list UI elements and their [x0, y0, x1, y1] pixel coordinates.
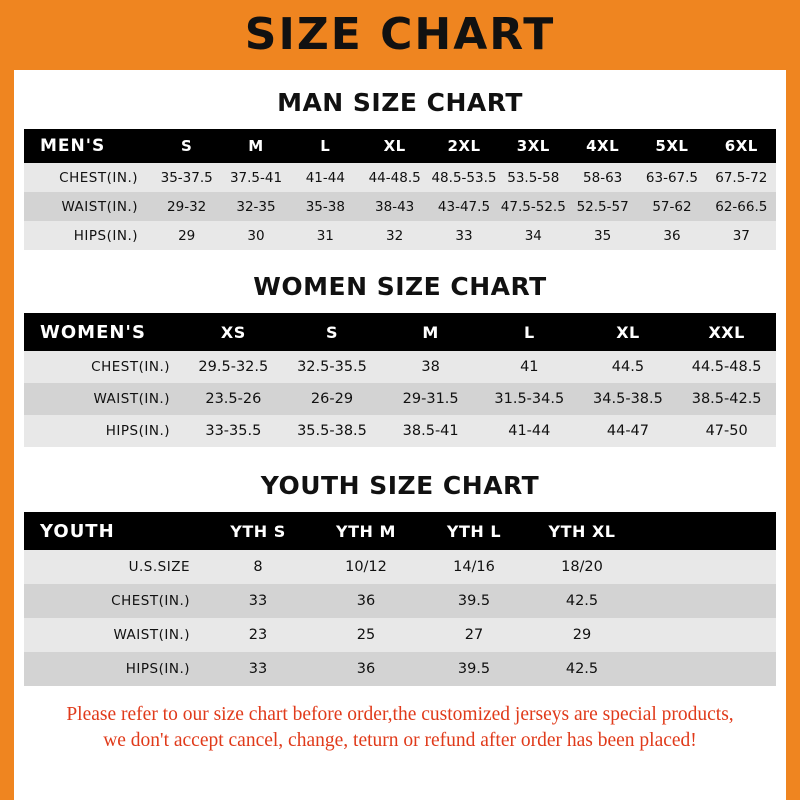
column-header: 6XL: [724, 137, 758, 155]
column-header: 3XL: [516, 137, 550, 155]
row-label: HIPS(IN.): [24, 221, 152, 250]
row-label: CHEST(IN.): [24, 351, 184, 383]
cell: 58-63: [568, 163, 637, 192]
column-header: XL: [616, 322, 640, 342]
row-label: CHEST(IN.): [24, 584, 204, 618]
women-size-table: [24, 313, 776, 447]
cell: 63-67.5: [637, 163, 706, 192]
youth-size-table: [24, 512, 776, 686]
column-header: XS: [220, 322, 246, 342]
cell: 23.5-26: [184, 383, 283, 415]
column-header: 2XL: [447, 137, 481, 155]
cell: 34: [499, 221, 568, 250]
row-label: HIPS(IN.): [24, 652, 204, 686]
cell: 35-37.5: [152, 163, 221, 192]
table-row: [24, 652, 776, 686]
column-header: MEN'S: [40, 136, 106, 156]
cell: 44.5: [579, 351, 678, 383]
cell: 62-66.5: [707, 192, 776, 221]
footer-note: [38, 702, 762, 755]
women-section-title: WOMEN SIZE CHART: [253, 272, 547, 301]
cell: 31.5-34.5: [480, 383, 579, 415]
cell: 43-47.5: [429, 192, 498, 221]
cell: 23: [204, 618, 312, 652]
cell: 41: [480, 351, 579, 383]
table-header-row: [24, 512, 776, 550]
cell: 39.5: [420, 652, 528, 686]
table-row: [24, 415, 776, 447]
cell: 57-62: [637, 192, 706, 221]
cell: 8: [204, 550, 312, 584]
cell: 29-31.5: [381, 383, 480, 415]
footer-note-line-2: we don't accept cancel, change, teturn or refund after order has been placed!: [103, 730, 697, 752]
table-row: [24, 618, 776, 652]
banner: [14, 0, 786, 70]
cell: 32-35: [221, 192, 290, 221]
cell: 29: [152, 221, 221, 250]
cell: 10/12: [312, 550, 420, 584]
column-header: YTH S: [230, 521, 286, 541]
table-row: [24, 163, 776, 192]
column-header: M: [248, 137, 264, 155]
cell: 47-50: [677, 415, 776, 447]
cell: 42.5: [528, 652, 636, 686]
table-header-row: [24, 129, 776, 163]
cell: 26-29: [283, 383, 382, 415]
cell: 41-44: [480, 415, 579, 447]
cell: 44.5-48.5: [677, 351, 776, 383]
cell: 29: [528, 618, 636, 652]
cell: 44-48.5: [360, 163, 429, 192]
cell: 35-38: [291, 192, 360, 221]
table-row: [24, 192, 776, 221]
table-row: [24, 550, 776, 584]
row-label: WAIST(IN.): [24, 383, 184, 415]
column-header: XXL: [708, 322, 745, 342]
table-header-row: [24, 313, 776, 351]
column-header: L: [320, 137, 331, 155]
cell: 38.5-42.5: [677, 383, 776, 415]
row-label: WAIST(IN.): [24, 192, 152, 221]
table-row: [24, 584, 776, 618]
cell: 30: [221, 221, 290, 250]
column-header: M: [422, 322, 439, 342]
column-header: S: [181, 137, 193, 155]
cell: 35: [568, 221, 637, 250]
cell: 36: [312, 652, 420, 686]
cell: 25: [312, 618, 420, 652]
cell: 36: [312, 584, 420, 618]
cell: 34.5-38.5: [579, 383, 678, 415]
content: [14, 70, 786, 800]
page-title: SIZE CHART: [244, 9, 556, 60]
cell: 67.5-72: [707, 163, 776, 192]
column-header: YTH L: [446, 521, 502, 541]
footer-note-line-1: Please refer to our size chart before order,the customized jerseys are special products,: [66, 704, 734, 725]
cell: 38: [381, 351, 480, 383]
cell: 47.5-52.5: [499, 192, 568, 221]
column-header: WOMEN'S: [40, 321, 146, 343]
cell-spacer: [636, 618, 776, 652]
man-section-title: MAN SIZE CHART: [277, 88, 523, 117]
man-size-table: [24, 129, 776, 250]
cell: 38-43: [360, 192, 429, 221]
table-row: [24, 383, 776, 415]
cell: 33: [204, 652, 312, 686]
cell: 29.5-32.5: [184, 351, 283, 383]
cell: 32: [360, 221, 429, 250]
cell: 29-32: [152, 192, 221, 221]
column-header: XL: [383, 137, 406, 155]
cell: 48.5-53.5: [429, 163, 498, 192]
row-label: U.S.SIZE: [24, 550, 204, 584]
cell: 39.5: [420, 584, 528, 618]
cell: 44-47: [579, 415, 678, 447]
column-header: S: [325, 322, 338, 342]
cell: 37.5-41: [221, 163, 290, 192]
table-row: [24, 221, 776, 250]
youth-section-title: YOUTH SIZE CHART: [260, 471, 540, 500]
cell: 42.5: [528, 584, 636, 618]
cell: 36: [637, 221, 706, 250]
cell: 38.5-41: [381, 415, 480, 447]
column-header: YTH XL: [548, 521, 616, 541]
cell: 32.5-35.5: [283, 351, 382, 383]
column-header: 5XL: [655, 137, 689, 155]
row-label: WAIST(IN.): [24, 618, 204, 652]
column-header-spacer: [636, 512, 776, 550]
cell: 27: [420, 618, 528, 652]
cell: 18/20: [528, 550, 636, 584]
table-row: [24, 351, 776, 383]
cell-spacer: [636, 550, 776, 584]
column-header: L: [523, 322, 535, 342]
cell: 35.5-38.5: [283, 415, 382, 447]
cell: 31: [291, 221, 360, 250]
cell: 37: [707, 221, 776, 250]
cell-spacer: [636, 652, 776, 686]
column-header: YOUTH: [40, 520, 115, 542]
row-label: HIPS(IN.): [24, 415, 184, 447]
row-label: CHEST(IN.): [24, 163, 152, 192]
column-header: YTH M: [336, 521, 396, 541]
cell: 53.5-58: [499, 163, 568, 192]
cell: 14/16: [420, 550, 528, 584]
cell: 33: [204, 584, 312, 618]
column-header: 4XL: [586, 137, 620, 155]
cell: 33-35.5: [184, 415, 283, 447]
cell: 33: [429, 221, 498, 250]
cell: 52.5-57: [568, 192, 637, 221]
cell-spacer: [636, 584, 776, 618]
cell: 41-44: [291, 163, 360, 192]
